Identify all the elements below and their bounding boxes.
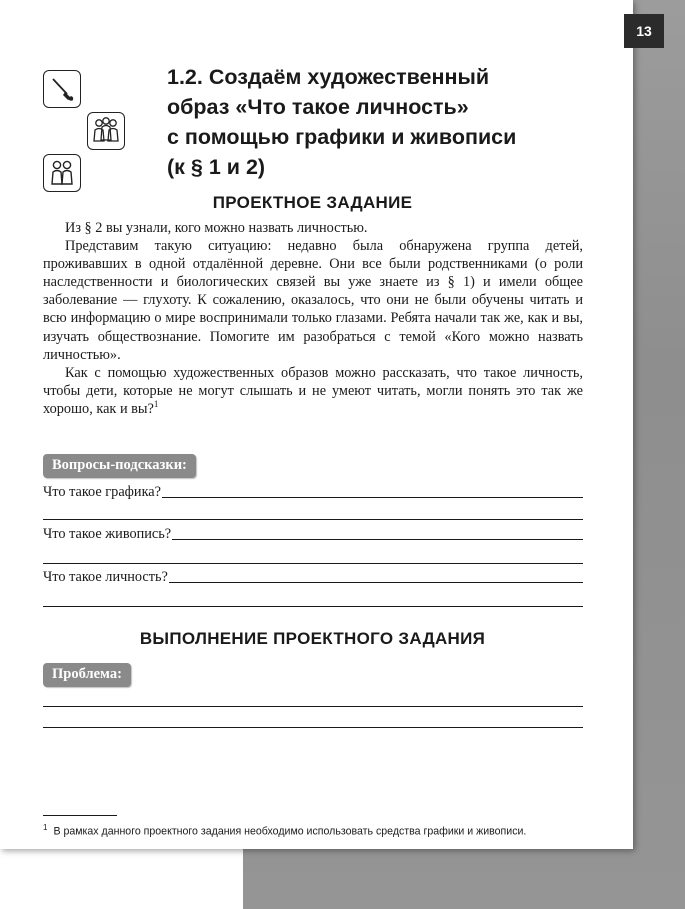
question-row: [43, 526, 583, 543]
title-line: 1.2. Создаём художественный: [167, 65, 490, 89]
answer-line[interactable]: [172, 539, 583, 540]
question-text: Что такое личность?: [43, 569, 168, 585]
answer-line[interactable]: [43, 606, 583, 607]
execution-heading: ВЫПОЛНЕНИЕ ПРОЕКТНОГО ЗАДАНИЯ: [139, 629, 486, 648]
paragraph: Представим такую ситуацию: недавно была обнаружена группа детей, проживавших в одной отдалённой деревне. Они все были родственниками (о роли наследственности и биологических связей вы уже знаете из § 1) и имели общее заболевание — глухоту. К сожалению, оказалось, что они не были обучены читать и всю информацию о мире воспринимали только глазами. Ребята начали так же, как и вы, изучать обществознание. Помогите им разобраться с темой «Кого можно назвать личностью».: [43, 238, 583, 363]
lesson-title: [167, 62, 587, 182]
project-task-heading: ПРОЕКТНОЕ ЗАДАНИЕ: [212, 193, 413, 212]
question-row: [43, 484, 583, 501]
question-text: Что такое графика?: [43, 484, 161, 500]
title-line: образ «Что такое личность»: [167, 95, 469, 119]
footnote-text: В рамках данного проектного задания необходимо использовать средства графики и живописи.: [53, 825, 527, 838]
question-row: [43, 569, 583, 586]
hints-label: Вопросы-подсказки:: [43, 454, 196, 478]
pair-people-icon: [43, 154, 81, 192]
footnote-reference: 1: [153, 399, 159, 410]
paragraph-text: Как с помощью художественных образов можно рассказать, что такое личность, чтобы дети, которые не могут слышать и не умеют читать, могли понять это так же хорошо, как и вы?: [43, 364, 583, 417]
page-number: 13: [624, 14, 664, 48]
footnote-mark: 1: [43, 823, 48, 832]
brush-icon: [43, 70, 81, 108]
answer-line[interactable]: [43, 727, 583, 728]
title-line: (к § 1 и 2): [167, 155, 266, 179]
question-text: Что такое живопись?: [43, 526, 172, 542]
footnote: [43, 823, 603, 838]
paragraph: Из § 2 вы узнали, кого можно назвать личностью.: [65, 220, 368, 236]
project-task-text: [43, 219, 583, 418]
answer-line[interactable]: [162, 497, 583, 498]
answer-line[interactable]: [43, 519, 583, 520]
group-people-icon: [87, 112, 125, 150]
answer-line[interactable]: [43, 706, 583, 707]
answer-line[interactable]: [43, 563, 583, 564]
answer-line[interactable]: [169, 582, 583, 583]
problem-label: Проблема:: [43, 663, 131, 687]
footnote-divider: [43, 815, 117, 816]
title-line: с помощью графики и живописи: [167, 125, 517, 149]
paragraph: [43, 364, 583, 418]
